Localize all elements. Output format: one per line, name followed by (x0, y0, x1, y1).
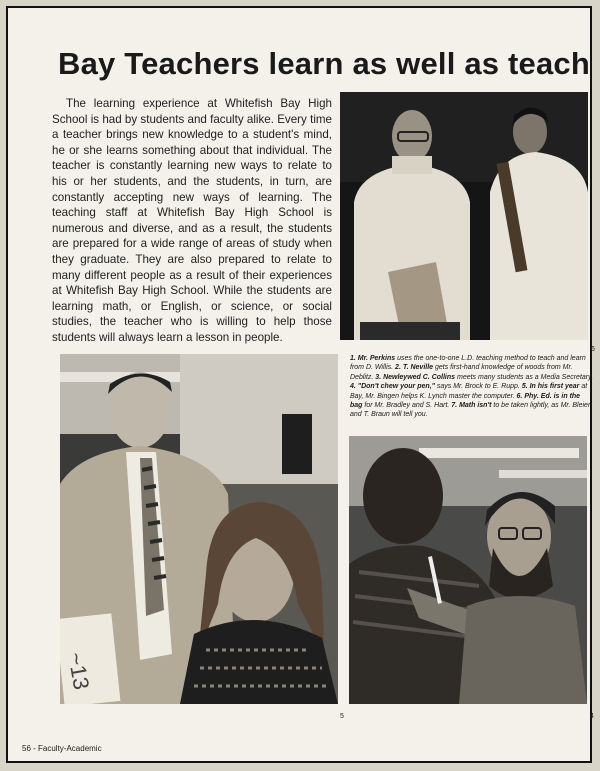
caption-entry (375, 374, 593, 381)
caption-lead: 6. Phy. Ed. is in the bag (350, 392, 581, 410)
page-title: Bay Teachers learn as well as teach (58, 46, 591, 81)
caption-text: at Bay, Mr. Bingen helps K. Lynch master the computer. (350, 383, 588, 400)
photo-teacher-with-student (60, 354, 338, 704)
photo-captions (350, 354, 594, 420)
caption-text: meets many students as a Media Secretary. (455, 373, 594, 381)
photo-teacher-turtleneck (340, 92, 588, 340)
photo-number-5: 5 (340, 713, 344, 720)
caption-entry (350, 383, 522, 390)
photo-number-6: 6 (591, 346, 595, 353)
svg-text:~13: ~13 (63, 650, 95, 692)
photo-teacher-student-pen (349, 436, 587, 704)
body-paragraph: The learning experience at Whitefish Bay High School is had by students and faculty alike. Every time a teacher brings new knowledge to a student's mind, he or she learns something about that individual. The teacher is constantly learning new ways to relate to his or her students, and the students, in turn, are constantly accepting new ways of learning. The teaching staff at Whitefish Bay High School is numerous and diverse, and as a result, the students are prepared for a wide range of areas of study when they graduate. They are also prepared to relate to many different people as a result of their experiences at Whitefish Bay High School. While the students are learning math, or English, or science, or social studies, the teacher who is willing to help those students will always learn a lesson in people. (52, 97, 332, 344)
page-footer: 56 - Faculty-Academic (22, 744, 102, 753)
caption-text: uses the one-to-one L.D. teaching method to teach and learn from D. Willis. (350, 355, 586, 372)
caption-lead: 5. In his first year (521, 383, 580, 391)
caption-lead: 1. Mr. Perkins (350, 355, 396, 362)
photo-number-4: 4 (590, 713, 594, 720)
caption-text: for Mr. Bradley and S. Hart. (362, 402, 452, 410)
caption-lead: 2. T. Neville (395, 364, 434, 372)
caption-text: gets first-hand knowledge of woods from Mr. Deblitz. (350, 364, 573, 381)
caption-lead: 4. "Don't chew your pen," (350, 383, 435, 391)
caption-text: says Mr. Brock to E. Rupp. (434, 383, 522, 391)
yearbook-page (6, 6, 595, 763)
caption-lead: 3. Newleywed C. Collins (375, 373, 456, 381)
caption-lead: 7. Math isn't (451, 402, 492, 410)
caption-text: to be taken lightly, as Mr. Bleier and T. Braun will tell you. (350, 402, 591, 419)
